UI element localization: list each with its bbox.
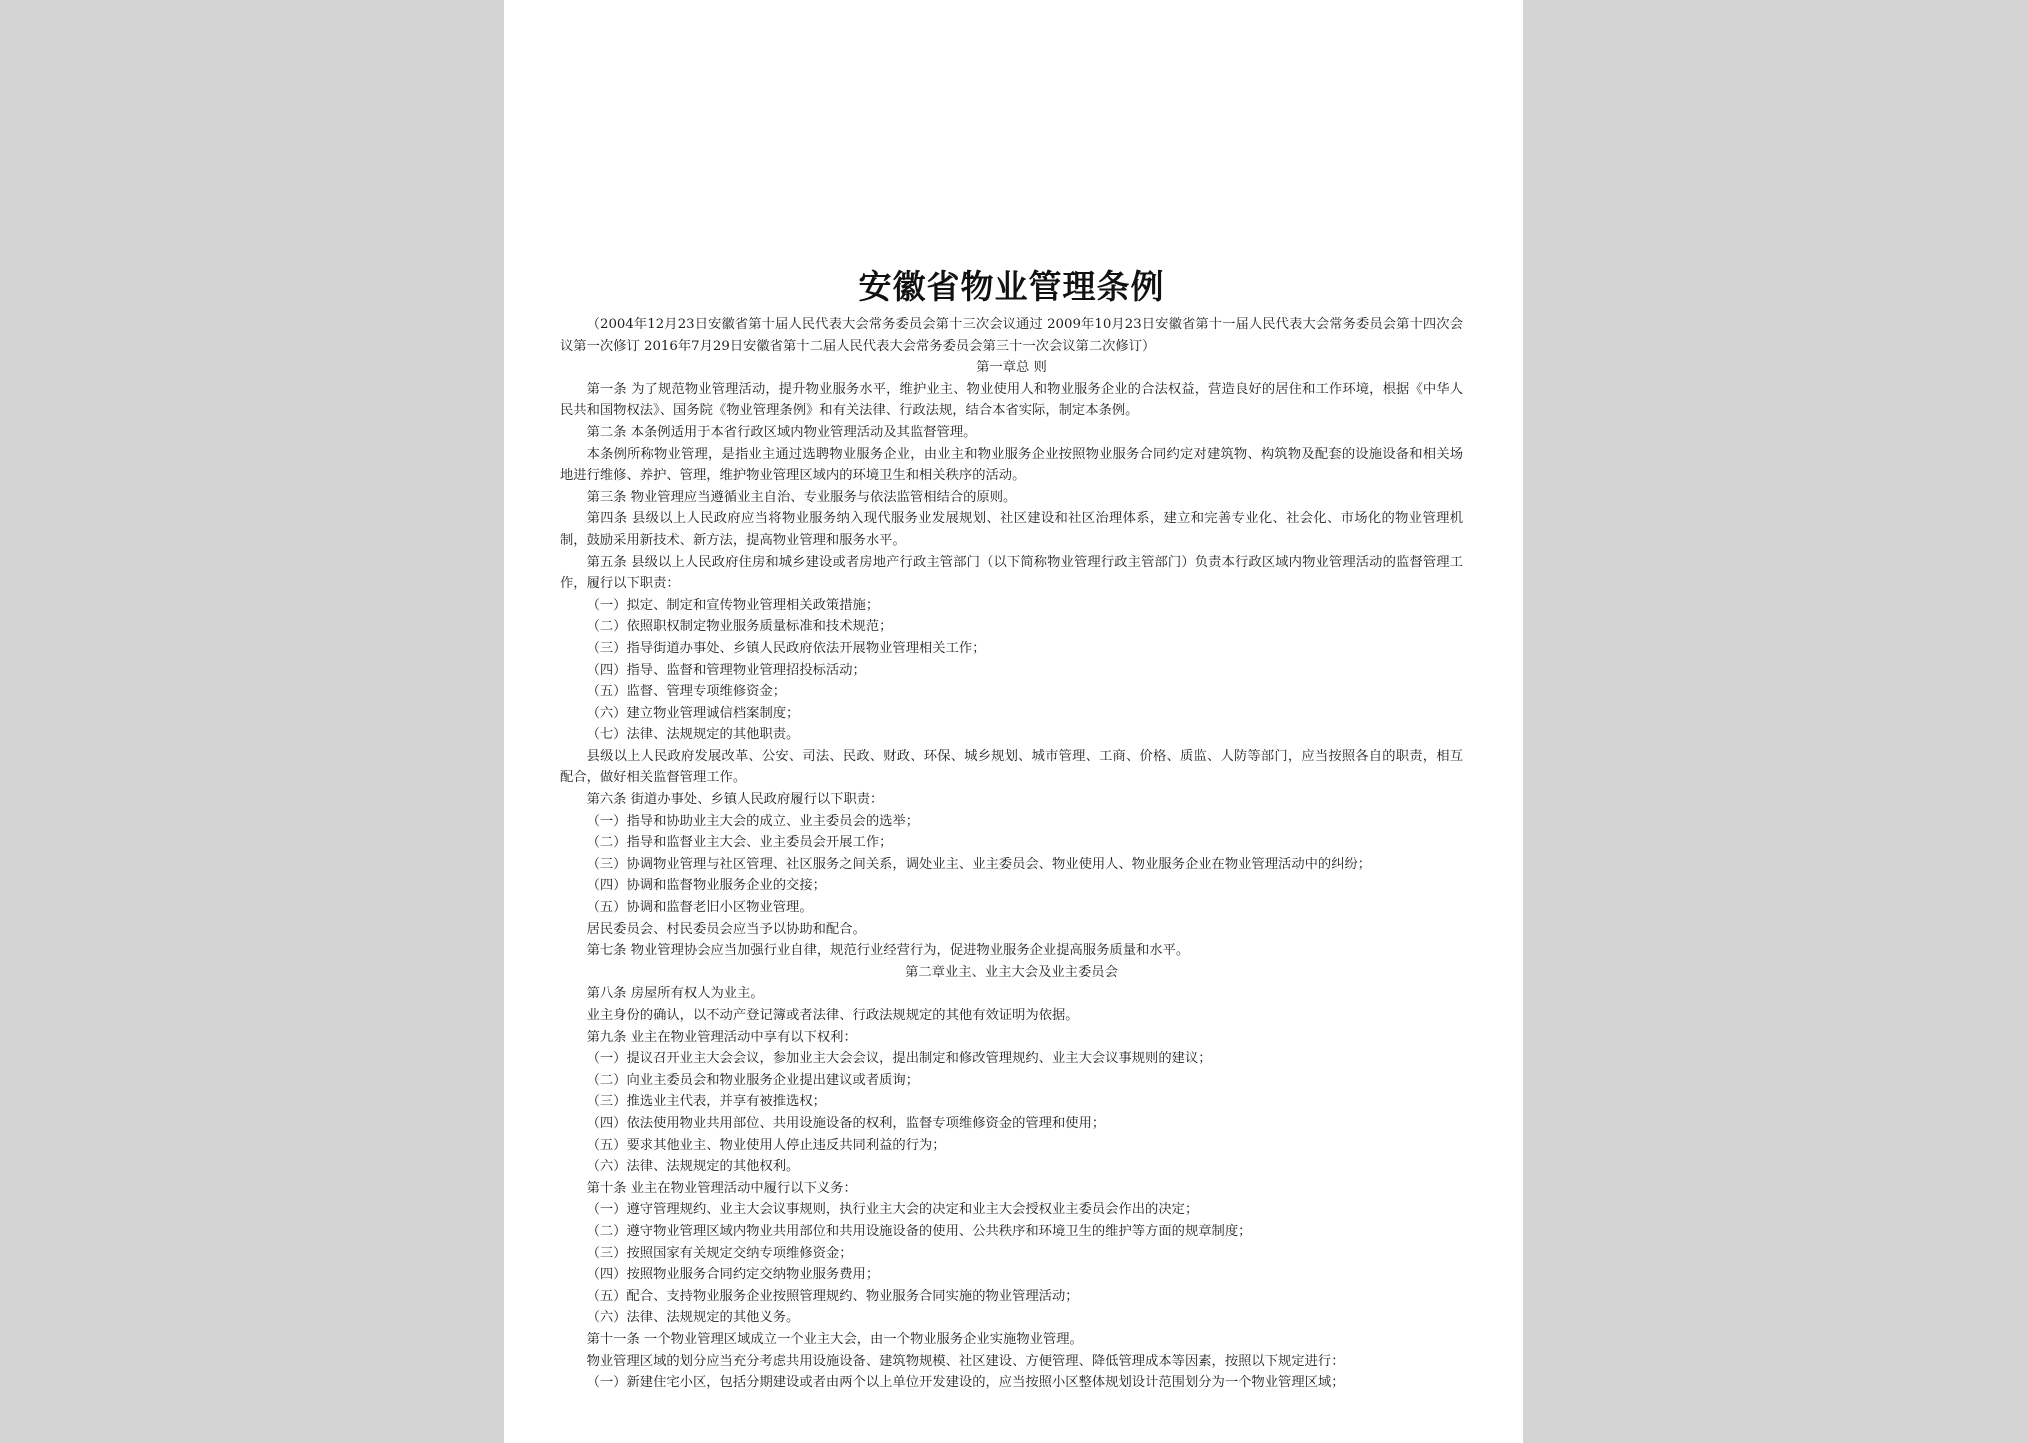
paragraph: 县级以上人民政府发展改革、公安、司法、民政、财政、环保、城乡规划、城市管理、工商、价格、质监、人防等部门，应当按照各自的职责，相互配合，做好相关监督管理工作。 bbox=[560, 748, 1463, 786]
paragraph: （六）建立物业管理诚信档案制度； bbox=[586, 705, 800, 721]
document-subtitle: （2004年12月23日安徽省第十届人民代表大会常务委员会第十三次会议通过 2009年10月23日安徽省第十一届人民代表大会常务委员会第十四次会议第一次修订 2016年7月29日安徽省第十二届人民代表大会常务委员会第三十一次会议第二次修订） bbox=[560, 317, 1463, 354]
paragraph: （七）法律、法规规定的其他职责。 bbox=[586, 727, 800, 743]
paragraph: （一）拟定、制定和宣传物业管理相关政策措施； bbox=[586, 597, 880, 613]
paragraph: （四）协调和监督物业服务企业的交接； bbox=[586, 878, 826, 894]
paragraph: （三）按照国家有关规定交纳专项维修资金； bbox=[586, 1245, 853, 1261]
paragraph: （二）依照职权制定物业服务质量标准和技术规范； bbox=[586, 619, 893, 635]
paragraph: 物业管理区域的划分应当充分考虑共用设施设备、建筑物规模、社区建设、方便管理、降低管理成本等因素，按照以下规定进行： bbox=[586, 1353, 1345, 1369]
paragraph: （六）法律、法规规定的其他义务。 bbox=[586, 1310, 800, 1326]
document-page bbox=[504, 0, 1523, 1443]
paragraph: 第三条 物业管理应当遵循业主自治、专业服务与依法监管相结合的原则。 bbox=[586, 489, 1017, 505]
chapter-2-body bbox=[560, 983, 1463, 1393]
document-title: 安徽省物业管理条例 bbox=[858, 267, 1165, 306]
paragraph: 第六条 街道办事处、乡镇人民政府履行以下职责： bbox=[586, 792, 884, 808]
paragraph: （二）遵守物业管理区域内物业共用部位和共用设施设备的使用、公共秩序和环境卫生的维护等方面的规章制度； bbox=[586, 1223, 1252, 1239]
paragraph: 第一条 为了规范物业管理活动，提升物业服务水平，维护业主、物业使用人和物业服务企业的合法权益，营造良好的居住和工作环境，根据《中华人民共和国物权法》、国务院《物业管理条例》和有关法律、行政法规，结合本省实际，制定本条例。 bbox=[560, 381, 1463, 419]
paragraph: （五）协调和监督老旧小区物业管理。 bbox=[586, 900, 813, 916]
paragraph: 第五条 县级以上人民政府住房和城乡建设或者房地产行政主管部门（以下简称物业管理行政主管部门）负责本行政区域内物业管理活动的监督管理工作，履行以下职责： bbox=[560, 554, 1463, 592]
paragraph: （四）按照物业服务合同约定交纳物业服务费用； bbox=[586, 1267, 880, 1283]
paragraph: 居民委员会、村民委员会应当予以协助和配合。 bbox=[586, 921, 866, 937]
paragraph: 第七条 物业管理协会应当加强行业自律，规范行业经营行为，促进物业服务企业提高服务质量和水平。 bbox=[586, 943, 1190, 959]
paragraph: （五）监督、管理专项维修资金； bbox=[586, 684, 787, 700]
paragraph: （一）遵守管理规约、业主大会议事规则，执行业主大会的决定和业主大会授权业主委员会作出的决定； bbox=[586, 1202, 1199, 1218]
paragraph: （三）指导街道办事处、乡镇人民政府依法开展物业管理相关工作； bbox=[586, 640, 986, 656]
chapter-heading-1: 第一章总 则 bbox=[976, 360, 1047, 376]
paragraph: （一）指导和协助业主大会的成立、业主委员会的选举； bbox=[586, 813, 920, 829]
paragraph: （六）法律、法规规定的其他权利。 bbox=[586, 1159, 800, 1175]
chapter-1-body bbox=[560, 379, 1463, 962]
paragraph: （三）推选业主代表，并享有被推选权； bbox=[586, 1094, 826, 1110]
paragraph: 第四条 县级以上人民政府应当将物业服务纳入现代服务业发展规划、社区建设和社区治理体系，建立和完善专业化、社会化、市场化的物业管理机制，鼓励采用新技术、新方法，提高物业管理和服务水平。 bbox=[560, 511, 1463, 548]
paragraph: 业主身份的确认，以不动产登记簿或者法律、行政法规规定的其他有效证明为依据。 bbox=[586, 1008, 1079, 1023]
paragraph: （五）要求其他业主、物业使用人停止违反共同利益的行为； bbox=[586, 1137, 946, 1153]
paragraph: 第十条 业主在物业管理活动中履行以下义务： bbox=[586, 1180, 857, 1196]
paragraph: （四）指导、监督和管理物业管理招投标活动； bbox=[586, 662, 866, 678]
paragraph: （四）依法使用物业共用部位、共用设施设备的权利，监督专项维修资金的管理和使用； bbox=[586, 1115, 1106, 1131]
paragraph: 第八条 房屋所有权人为业主。 bbox=[586, 986, 764, 1002]
paragraph: （一）新建住宅小区，包括分期建设或者由两个以上单位开发建设的，应当按照小区整体规划设计范围划分为一个物业管理区域； bbox=[586, 1375, 1345, 1391]
paragraph: （三）协调物业管理与社区管理、社区服务之间关系，调处业主、业主委员会、物业使用人、物业服务企业在物业管理活动中的纠纷； bbox=[586, 856, 1372, 872]
paragraph: （五）配合、支持物业服务企业按照管理规约、物业服务合同实施的物业管理活动； bbox=[586, 1288, 1079, 1304]
paragraph: 第二条 本条例适用于本省行政区域内物业管理活动及其监督管理。 bbox=[586, 424, 977, 440]
paragraph: 第九条 业主在物业管理活动中享有以下权利： bbox=[586, 1029, 857, 1045]
chapter-heading-2: 第二章业主、业主大会及业主委员会 bbox=[905, 964, 1118, 980]
paragraph: （二）指导和监督业主大会、业主委员会开展工作； bbox=[586, 835, 893, 851]
document-content bbox=[560, 262, 1463, 1394]
paragraph: （二）向业主委员会和物业服务企业提出建议或者质询； bbox=[586, 1072, 920, 1088]
paragraph: 本条例所称物业管理，是指业主通过选聘物业服务企业，由业主和物业服务企业按照物业服务合同约定对建筑物、构筑物及配套的设施设备和相关场地进行维修、养护、管理，维护物业管理区域内的环境卫生和相关秩序的活动。 bbox=[560, 446, 1463, 484]
paragraph: （一）提议召开业主大会会议，参加业主大会会议，提出制定和修改管理规约、业主大会议事规则的建议； bbox=[586, 1051, 1212, 1067]
paragraph: 第十一条 一个物业管理区域成立一个业主大会，由一个物业服务企业实施物业管理。 bbox=[586, 1331, 1083, 1347]
